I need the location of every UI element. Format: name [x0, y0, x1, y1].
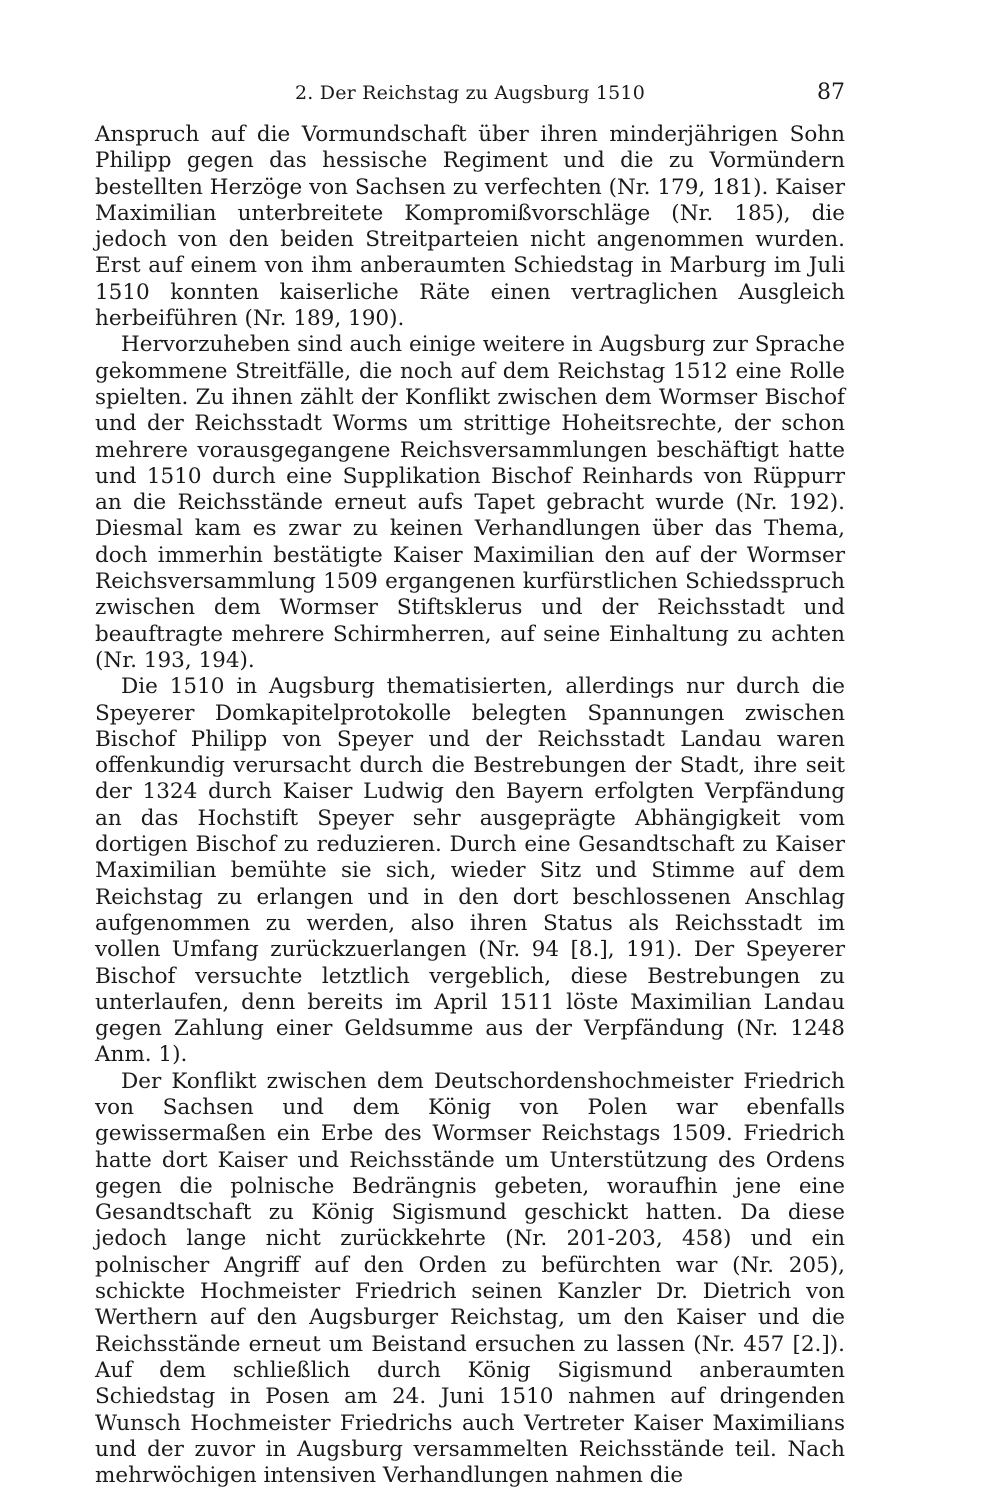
paragraph-continued: Anspruch auf die Vormundschaft über ihren minderjährigen Sohn Philipp gegen das hessische Regiment und die zu Vormündern bestellten Herzöge von Sachsen zu verfechten (Nr. 179, 181). Kaiser Maximilian unterbreitete Kompromißvorschläge (Nr. 185), die jedoch von den beiden Streitparteien nicht angenommen wurden. Erst auf einem von ihm anberaumten Schiedstag in Marburg im Juli 1510 konnten kaiserliche Räte einen vertraglichen Ausgleich herbeiführen (Nr. 189, 190). [95, 122, 845, 332]
paragraph: Der Konflikt zwischen dem Deutschordenshochmeister Friedrich von Sachsen und dem König von Polen war ebenfalls gewissermaßen ein Erbe des Wormser Reichstags 1509. Friedrich hatte dort Kaiser und Reichsstände um Unterstützung des Ordens gegen die polnische Bedrängnis gebeten, woraufhin jene eine Gesandtschaft zu König Sigismund geschickt hatten. Da diese jedoch lange nicht zurückkehrte (Nr. 201-203, 458) und ein polnischer Angriff auf den Orden zu befürchten war (Nr. 205), schickte Hochmeister Friedrich seinen Kanzler Dr. Dietrich von Werthern auf den Augsburger Reichstag, um den Kaiser und die Reichsstände erneut um Beistand ersuchen zu lassen (Nr. 457 [2.]). Auf dem schließlich durch König Sigismund anberaumten Schiedstag in Posen am 24. Juni 1510 nahmen auf dringenden Wunsch Hochmeister Friedrichs auch Vertreter Kaiser Maximilians und der zuvor in Augsburg versammelten Reichsstände teil. Nach mehrwöchigen intensiven Verhandlungen nahmen die [95, 1068, 845, 1489]
chapter-header-title: 2. Der Reichstag zu Augsburg 1510 [295, 82, 645, 104]
body-text [95, 122, 845, 1489]
page-number: 87 [817, 80, 845, 105]
running-header [95, 80, 845, 108]
paragraph: Hervorzuheben sind auch einige weitere in Augsburg zur Sprache gekommene Streitfälle, die noch auf dem Reichstag 1512 eine Rolle spielten. Zu ihnen zählt der Konflikt zwischen dem Wormser Bischof und der Reichsstadt Worms um strittige Hoheitsrechte, der schon mehrere vorausgegangene Reichsversammlungen beschäftigt hatte und 1510 durch eine Supplikation Bischof Reinhards von Rüppurr an die Reichsstände erneut aufs Tapet gebracht wurde (Nr. 192). Diesmal kam es zwar zu keinen Verhandlungen über das Thema, doch immerhin bestätigte Kaiser Maximilian den auf der Wormser Reichsversammlung 1509 ergangenen kurfürstlichen Schiedsspruch zwischen dem Wormser Stiftsklerus und der Reichsstadt und beauftragte mehrere Schirmherren, auf seine Einhaltung zu achten (Nr. 193, 194). [95, 332, 845, 673]
paragraph: Die 1510 in Augsburg thematisierten, allerdings nur durch die Speyerer Domkapitelprotokolle belegten Spannungen zwischen Bischof Philipp von Speyer und der Reichsstadt Landau waren offenkundig verursacht durch die Bestrebungen der Stadt, ihre seit der 1324 durch Kaiser Ludwig den Bayern erfolgten Verpfändung an das Hochstift Speyer sehr ausgeprägte Abhängigkeit vom dortigen Bischof zu reduzieren. Durch eine Gesandtschaft zu Kaiser Maximilian bemühte sie sich, wieder Sitz und Stimme auf dem Reichstag zu erlangen und in den dort beschlossenen Anschlag aufgenommen zu werden, also ihren Status als Reichsstadt im vollen Umfang zurückzuerlangen (Nr. 94 [8.], 191). Der Speyerer Bischof versuchte letztlich vergeblich, diese Bestrebungen zu unterlaufen, denn bereits im April 1511 löste Maximilian Landau gegen Zahlung einer Geldsumme aus der Verpfändung (Nr. 1248 Anm. 1). [95, 674, 845, 1068]
